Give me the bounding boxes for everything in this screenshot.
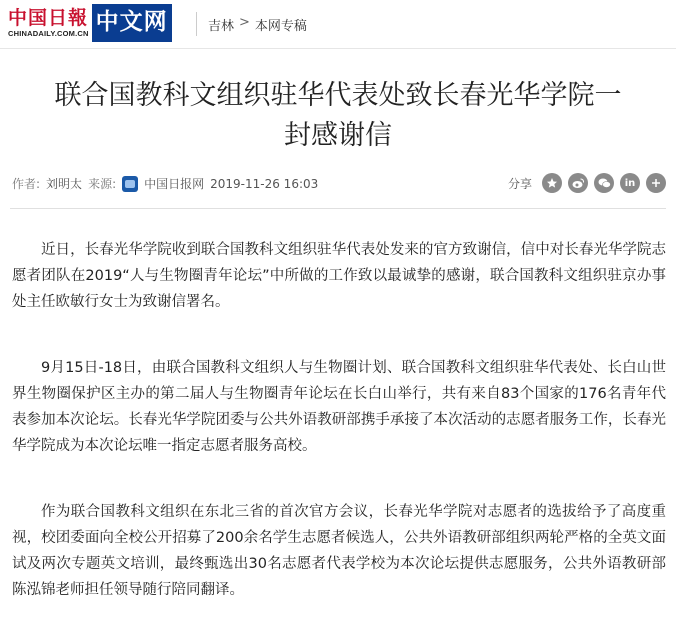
meta-rule xyxy=(10,208,666,209)
article-title-line-2: 封感谢信 xyxy=(284,120,392,151)
article-body xyxy=(12,237,666,643)
source-label: 来源: xyxy=(88,177,117,191)
author-label: 作者: xyxy=(12,177,41,191)
share-bar xyxy=(508,173,666,193)
linkedin-icon[interactable]: in xyxy=(620,173,640,193)
source-logo-icon xyxy=(122,176,138,192)
article-paragraph-3: 作为联合国教科文组织在东北三省的首次官方会议，长春光华学院对志愿者的选拔给予了高度重视，校团委面向全校公开招募了200余名学生志愿者候选人，公共外语教研部组织两轮严格的全英文面试及两次专题英文培训，最终甄选出30名志愿者代表学校为本次论坛提供志愿服务，公共外语教研部陈泓锦老师担任领导随行陪同翻译。 xyxy=(12,504,666,598)
breadcrumb-separator: > xyxy=(239,15,250,30)
article-meta xyxy=(12,175,318,192)
article-paragraph-1: 近日，长春光华学院收到联合国教科文组织驻华代表处发来的官方致谢信，信中对长春光华学院志愿者团队在2019“人与生物圈青年论坛”中所做的工作致以最诚挚的感谢，联合国教科文组织驻京办事处主任欧敏行女士为致谢信署名。 xyxy=(12,242,666,310)
article-title-line-1: 联合国教科文组织驻华代表处致长春光华学院一 xyxy=(54,80,622,111)
share-label: 分享 xyxy=(507,176,532,191)
logo-text xyxy=(8,7,89,38)
site-logo[interactable] xyxy=(8,4,172,42)
publish-datetime: 2019-11-26 16:03 xyxy=(210,176,319,191)
logo-chinese: 中国日報 xyxy=(8,7,89,29)
source-name: 中国日报网 xyxy=(144,177,205,191)
header-rule xyxy=(0,48,676,49)
wechat-icon[interactable] xyxy=(594,173,614,193)
breadcrumb xyxy=(208,15,307,34)
site-header xyxy=(0,0,676,48)
plus-icon[interactable] xyxy=(646,173,666,193)
weibo-icon[interactable] xyxy=(568,173,588,193)
breadcrumb-item-jilin[interactable]: 吉林 xyxy=(208,19,235,34)
breadcrumb-item-original[interactable]: 本网专稿 xyxy=(254,19,307,34)
article-paragraph-2: 9月15日-18日，由联合国教科文组织人与生物圈计划、联合国教科文组织驻华代表处、长白山世界生物圈保护区主办的第二届人与生物圈青年论坛在长白山举行，共有来自83个国家的176名青年代表参加本次论坛。长春光华学院团委与公共外语教研部携手承接了本次活动的志愿者服务工作，长春光华学院成为本次论坛唯一指定志愿者服务高校。 xyxy=(12,360,666,454)
author-name: 刘明太 xyxy=(46,177,83,191)
star-icon[interactable] xyxy=(542,173,562,193)
article-title xyxy=(0,76,676,156)
logo-channel-box: 中文网 xyxy=(92,4,172,42)
header-divider xyxy=(196,12,197,36)
logo-domain: CHINADAILY.COM.CN xyxy=(8,29,89,38)
